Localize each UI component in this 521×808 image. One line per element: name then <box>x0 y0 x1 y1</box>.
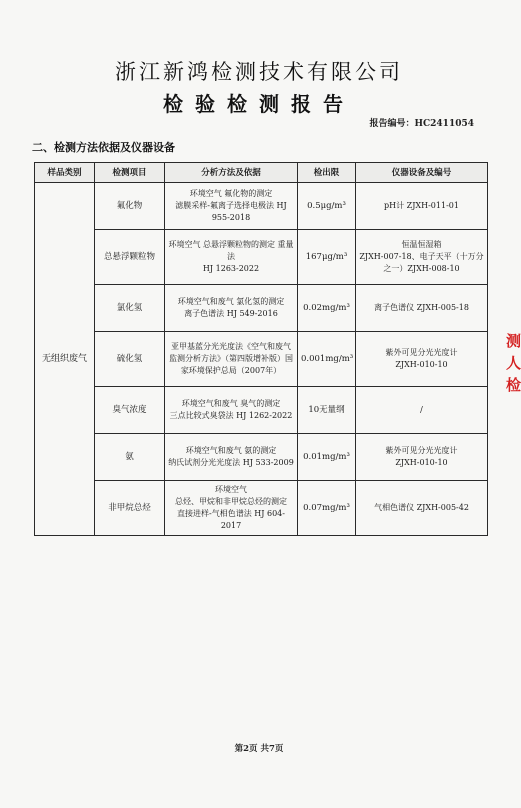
equipment-cell: pH计 ZJXH-011-01 <box>356 183 488 230</box>
stamp-glyph: 人 <box>506 354 521 372</box>
table-row <box>35 230 488 285</box>
table-header-row <box>35 163 488 183</box>
item-cell: 氨 <box>95 434 165 481</box>
method-cell: 环境空气 总烃、甲烷和非甲烷总烃的测定 直接进样-气相色谱法 HJ 604-2017 <box>165 481 298 536</box>
stamp-glyph: 测 <box>506 332 521 350</box>
limit-cell: 167μg/m³ <box>298 230 356 285</box>
method-cell: 环境空气 氟化物的测定 滤膜采样-氟离子选择电极法 HJ 955-2018 <box>165 183 298 230</box>
table-row <box>35 481 488 536</box>
header-detection-limit: 检出限 <box>298 163 356 183</box>
limit-cell: 10无量纲 <box>298 387 356 434</box>
header-method: 分析方法及依据 <box>165 163 298 183</box>
page-number: 第2页 共7页 <box>234 744 284 754</box>
equipment-cell: 紫外可见分光光度计 ZJXH-010-10 <box>356 332 488 387</box>
equipment-cell: / <box>356 387 488 434</box>
method-cell: 环境空气和废气 氨的测定 纳氏试剂分光光度法 HJ 533-2009 <box>165 434 298 481</box>
equipment-cell: 气相色谱仪 ZJXH-005-42 <box>356 481 488 536</box>
seal-stamp-edge <box>504 330 521 430</box>
header-sample-category: 样品类别 <box>35 163 95 183</box>
item-cell: 氟化物 <box>95 183 165 230</box>
header-equipment: 仪器设备及编号 <box>356 163 488 183</box>
table-row <box>35 332 488 387</box>
equipment-cell: 恒温恒湿箱 ZJXH-007-18、电子天平（十万分之一）ZJXH-008-10 <box>356 230 488 285</box>
company-name: 浙江新鸿检测技术有限公司 <box>115 60 403 84</box>
item-cell: 氯化氢 <box>95 285 165 332</box>
table-row <box>35 387 488 434</box>
item-cell: 臭气浓度 <box>95 387 165 434</box>
equipment-cell: 紫外可见分光光度计 ZJXH-010-10 <box>356 434 488 481</box>
section-title: 二、检测方法依据及仪器设备 <box>32 141 175 154</box>
stamp-glyph: 检 <box>506 376 521 394</box>
limit-cell: 0.01mg/m³ <box>298 434 356 481</box>
table-row <box>35 434 488 481</box>
limit-cell: 0.001mg/m³ <box>298 332 356 387</box>
item-cell: 总悬浮颗粒物 <box>95 230 165 285</box>
limit-cell: 0.07mg/m³ <box>298 481 356 536</box>
limit-cell: 0.02mg/m³ <box>298 285 356 332</box>
method-cell: 环境空气 总悬浮颗粒物的测定 重量法 HJ 1263-2022 <box>165 230 298 285</box>
method-cell: 环境空气和废气 氯化氢的测定 离子色谱法 HJ 549-2016 <box>165 285 298 332</box>
report-title: 检验检测报告 <box>163 92 355 116</box>
methods-table <box>34 162 488 536</box>
equipment-cell: 离子色谱仪 ZJXH-005-18 <box>356 285 488 332</box>
method-cell: 亚甲基蓝分光光度法《空气和废气监测分析方法》（第四版增补版）国家环境保护总局（2007年） <box>165 332 298 387</box>
table-row <box>35 285 488 332</box>
report-number: 报告编号：HC2411054 <box>369 119 474 129</box>
limit-cell: 0.5μg/m³ <box>298 183 356 230</box>
table-row <box>35 183 488 230</box>
method-cell: 环境空气和废气 臭气的测定 三点比较式臭袋法 HJ 1262-2022 <box>165 387 298 434</box>
header-test-item: 检测项目 <box>95 163 165 183</box>
sample-category-cell: 无组织废气 <box>35 183 95 536</box>
item-cell: 硫化氢 <box>95 332 165 387</box>
item-cell: 非甲烷总烃 <box>95 481 165 536</box>
